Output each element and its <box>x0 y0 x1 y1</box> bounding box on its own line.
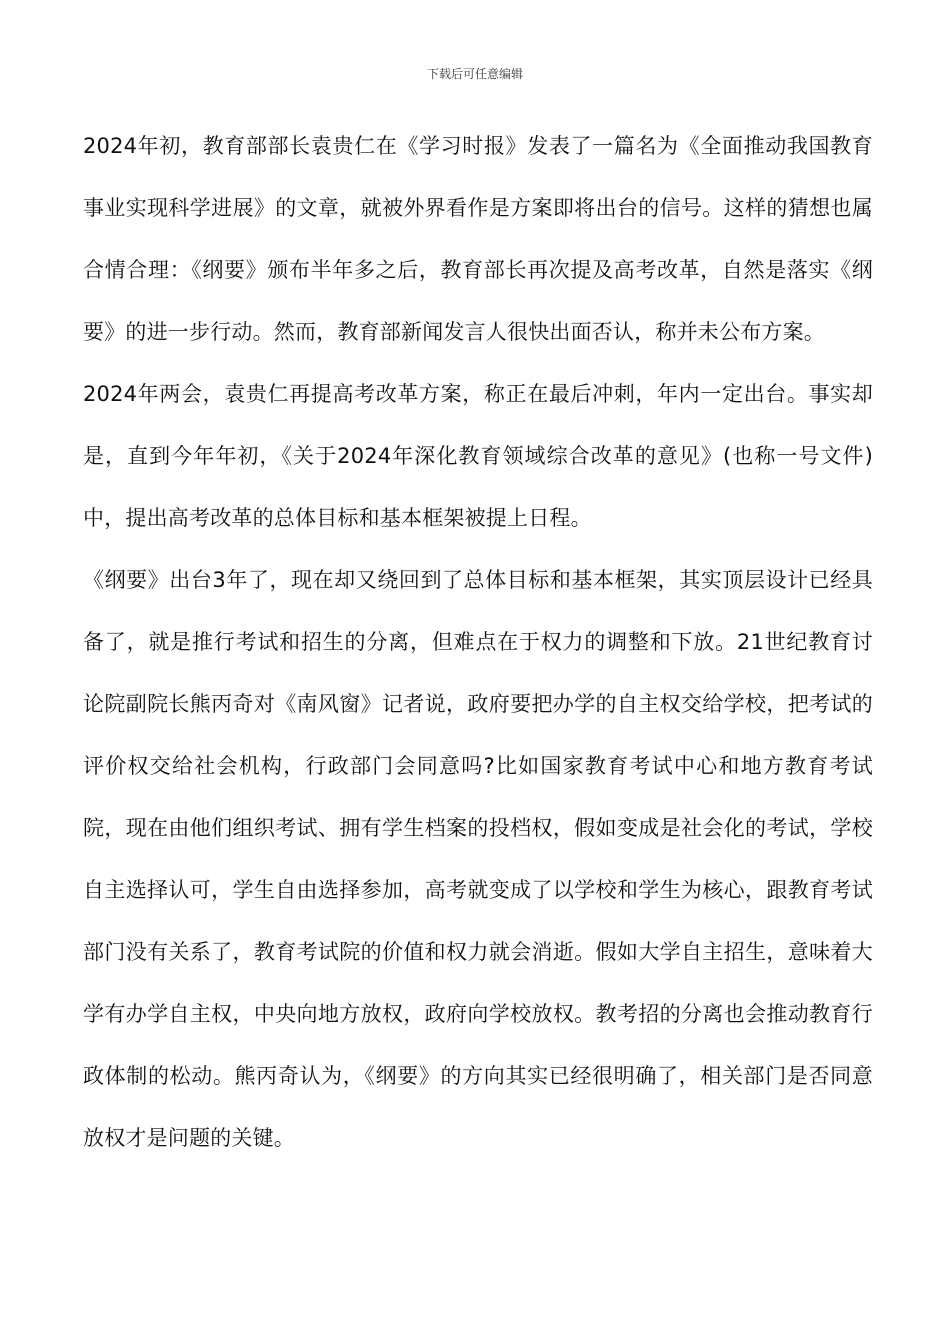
paragraph-2: 2024年两会，袁贵仁再提高考改革方案，称正在最后冲刺，年内一定出台。事实却是，直到今年年初，《关于2024年深化教育领域综合改革的意见》(也称一号文件)中，提出高考改革的总体目标和基本框架被提上日程。 <box>83 382 873 530</box>
document-body <box>83 115 873 1169</box>
paragraph-1: 2024年初，教育部部长袁贵仁在《学习时报》发表了一篇名为《全面推动我国教育事业实现科学进展》的文章，就被外界看作是方案即将出台的信号。这样的猜想也属合情合理：《纲要》颁布半年多之后，教育部长再次提及高考改革，自然是落实《纲要》的进一步行动。然而，教育部新闻发言人很快出面否认，称并未公布方案。 <box>83 134 873 344</box>
page-header: 下载后可任意编辑 <box>426 67 523 81</box>
paragraph-3: 《纲要》出台3年了，现在却又绕回到了总体目标和基本框架，其实顶层设计已经具备了，就是推行考试和招生的分离，但难点在于权力的调整和下放。21世纪教育讨论院副院长熊丙奇对《南风窗》记者说，政府要把办学的自主权交给学校，把考试的评价权交给社会机构，行政部门会同意吗?比如国家教育考试中心和地方教育考试院，现在由他们组织考试、拥有学生档案的投档权，假如变成是社会化的考试，学校自主选择认可，学生自由选择参加，高考就变成了以学校和学生为核心，跟教育考试部门没有关系了，教育考试院的价值和权力就会消逝。假如大学自主招生，意味着大学有办学自主权，中央向地方放权，政府向学校放权。教考招的分离也会推动教育行政体制的松动。熊丙奇认为，《纲要》的方向其实已经很明确了，相关部门是否同意放权才是问题的关键。 <box>83 568 873 1150</box>
